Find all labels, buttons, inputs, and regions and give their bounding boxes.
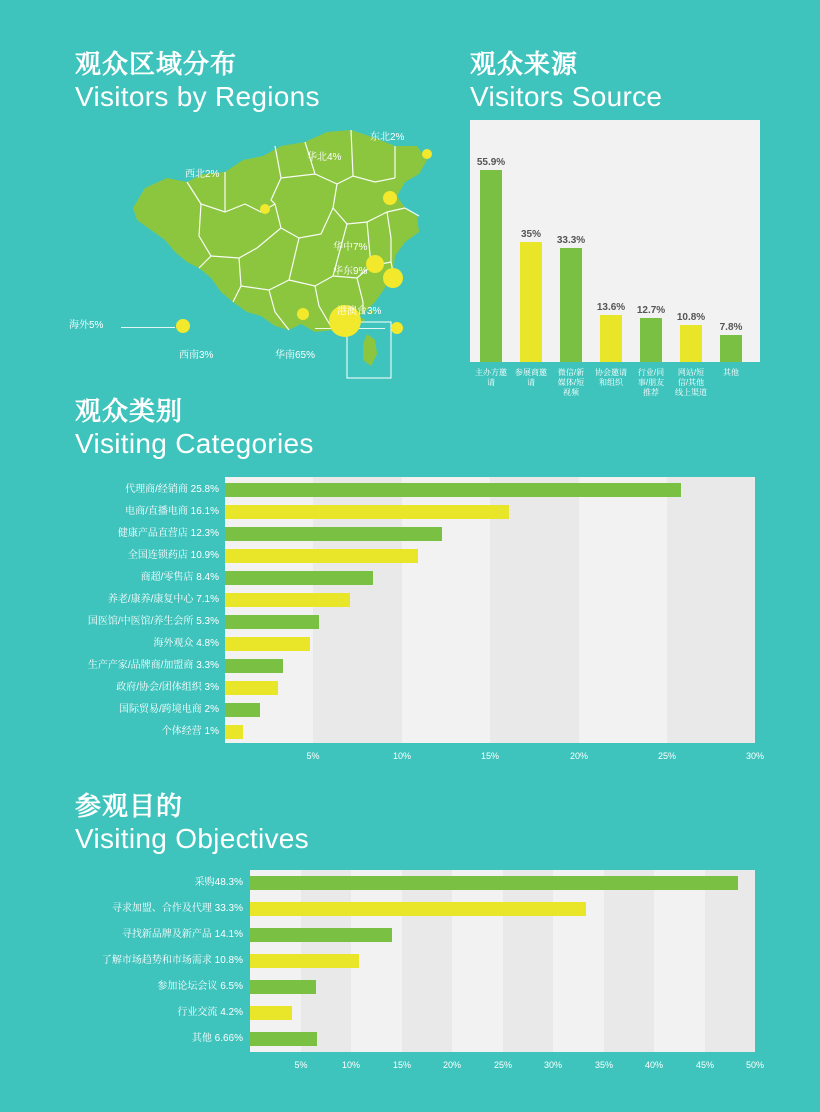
source-category-label: 行业/同事/朋友推荐 bbox=[637, 368, 665, 397]
category-bar bbox=[225, 681, 278, 695]
categories-xtick: 5% bbox=[306, 751, 320, 761]
category-label: 国际贸易/跨境电商 2% bbox=[118, 704, 219, 715]
region-dot-gangaotai bbox=[391, 322, 403, 334]
grid-band bbox=[503, 870, 553, 1052]
category-label: 个体经营 1% bbox=[161, 726, 219, 737]
source-bar-value: 35% bbox=[520, 229, 542, 240]
objectives-xtick: 45% bbox=[695, 1060, 715, 1070]
grid-band bbox=[604, 870, 654, 1052]
category-bar bbox=[225, 527, 442, 541]
objective-label: 其他 6.66% bbox=[191, 1033, 243, 1044]
grid-band bbox=[667, 477, 755, 743]
regions-title bbox=[75, 48, 320, 114]
category-bar bbox=[225, 483, 681, 497]
category-label: 电商/直播电商 16.1% bbox=[125, 506, 219, 517]
objectives-section bbox=[75, 790, 775, 1080]
objectives-xtick: 15% bbox=[392, 1060, 412, 1070]
region-label-haiwai: 海外5% bbox=[69, 320, 104, 331]
region-dot-xinan bbox=[297, 308, 309, 320]
objectives-xtick: 30% bbox=[543, 1060, 563, 1070]
grid-band bbox=[402, 870, 452, 1052]
region-label-gangaotai: 港澳台3% bbox=[337, 306, 382, 317]
objective-label: 寻找新品牌及新产品 14.1% bbox=[121, 929, 243, 940]
objectives-title-cn: 参观目的 bbox=[75, 791, 184, 821]
category-bar bbox=[225, 725, 243, 739]
region-label-huanan: 华南65% bbox=[275, 350, 316, 361]
source-bar-value: 12.7% bbox=[636, 305, 666, 316]
region-dot-huazhong bbox=[366, 255, 384, 273]
source-bar-value: 33.3% bbox=[556, 235, 586, 246]
category-bar bbox=[225, 593, 350, 607]
objective-label: 采购48.3% bbox=[194, 877, 243, 888]
grid-band bbox=[705, 870, 755, 1052]
category-label: 健康产品直营店 12.3% bbox=[117, 528, 219, 539]
categories-title-cn: 观众类别 bbox=[75, 396, 184, 426]
source-category-label: 主办方邀请 bbox=[475, 368, 507, 387]
category-bar bbox=[225, 659, 283, 673]
source-bar-value: 7.8% bbox=[719, 322, 743, 333]
objective-bar bbox=[250, 902, 586, 916]
objective-bar bbox=[250, 1006, 292, 1020]
source-category-label: 其他 bbox=[723, 368, 739, 377]
source-title-cn: 观众来源 bbox=[470, 49, 579, 79]
objectives-xtick: 10% bbox=[341, 1060, 361, 1070]
region-label-xibei: 西北2% bbox=[185, 169, 220, 180]
category-label: 生产产家/品牌商/加盟商 3.3% bbox=[87, 660, 219, 671]
region-label-xinan: 西南3% bbox=[179, 350, 214, 361]
source-category-label: 协会邀请和组织 bbox=[595, 368, 627, 387]
categories-section bbox=[75, 395, 775, 775]
region-label-huazhong: 华中7% bbox=[333, 242, 368, 253]
category-bar bbox=[225, 615, 319, 629]
regions-title-cn: 观众区域分布 bbox=[75, 49, 238, 79]
source-category-label: 微信/新媒体/短视频 bbox=[557, 368, 585, 397]
objective-label: 了解市场趋势和市场需求 10.8% bbox=[101, 955, 243, 966]
category-label: 国医馆/中医馆/养生会所 5.3% bbox=[87, 616, 219, 627]
objective-bar bbox=[250, 876, 738, 890]
objective-label: 行业交流 4.2% bbox=[177, 1007, 243, 1018]
objectives-title bbox=[75, 790, 309, 856]
objectives-chart-plot bbox=[250, 870, 755, 1052]
objective-bar bbox=[250, 954, 359, 968]
regions-title-en: Visitors by Regions bbox=[75, 81, 320, 112]
source-bar-value: 10.8% bbox=[676, 312, 706, 323]
categories-xtick: 15% bbox=[480, 751, 500, 761]
source-title bbox=[470, 48, 662, 114]
category-bar bbox=[225, 549, 418, 563]
leader-line bbox=[121, 327, 175, 328]
category-label: 养老/康养/康复中心 7.1% bbox=[107, 594, 219, 605]
source-bar-value: 55.9% bbox=[476, 157, 506, 168]
source-bar-value: 13.6% bbox=[596, 302, 626, 313]
region-dot-huadong bbox=[383, 268, 403, 288]
categories-xtick: 10% bbox=[392, 751, 412, 761]
source-section bbox=[470, 48, 760, 428]
source-title-en: Visitors Source bbox=[470, 81, 663, 112]
region-dot-dongbei bbox=[422, 149, 432, 159]
china-map-shape bbox=[75, 116, 455, 386]
objective-bar bbox=[250, 980, 316, 994]
categories-xtick: 30% bbox=[745, 751, 765, 761]
region-dot-huabei bbox=[383, 191, 397, 205]
category-bar bbox=[225, 637, 310, 651]
source-chart-plot bbox=[470, 120, 760, 362]
objective-label: 参加论坛会议 6.5% bbox=[157, 981, 243, 992]
categories-xtick: 20% bbox=[569, 751, 589, 761]
objectives-xtick: 20% bbox=[442, 1060, 462, 1070]
category-label: 海外观众 4.8% bbox=[153, 638, 219, 649]
category-bar bbox=[225, 571, 373, 585]
objectives-title-en: Visiting Objectives bbox=[75, 823, 309, 854]
category-bar bbox=[225, 703, 260, 717]
objective-bar bbox=[250, 928, 392, 942]
region-dot-xibei bbox=[260, 204, 270, 214]
categories-title bbox=[75, 395, 314, 461]
region-label-dongbei: 东北2% bbox=[370, 132, 405, 143]
categories-title-en: Visiting Categories bbox=[75, 428, 314, 459]
category-label: 商超/零售店 8.4% bbox=[140, 572, 219, 583]
category-label: 政府/协会/团体组织 3% bbox=[116, 682, 219, 693]
categories-xtick: 25% bbox=[657, 751, 677, 761]
region-label-huadong: 华东9% bbox=[333, 266, 368, 277]
objective-label: 寻求加盟、合作及代理 33.3% bbox=[111, 903, 243, 914]
category-label: 全国连锁药店 10.9% bbox=[127, 550, 219, 561]
objectives-xtick: 5% bbox=[294, 1060, 308, 1070]
region-label-huabei: 华北4% bbox=[307, 152, 342, 163]
objectives-xtick: 40% bbox=[644, 1060, 664, 1070]
objectives-xtick: 50% bbox=[745, 1060, 765, 1070]
category-label: 代理商/经销商 25.8% bbox=[125, 484, 219, 495]
category-bar bbox=[225, 505, 509, 519]
regions-section bbox=[69, 48, 455, 378]
objectives-xtick: 25% bbox=[493, 1060, 513, 1070]
source-category-label: 参展商邀请 bbox=[515, 368, 547, 387]
objectives-xtick: 35% bbox=[594, 1060, 614, 1070]
source-category-label: 网站/短信/其他线上渠道 bbox=[675, 368, 707, 397]
categories-chart-plot bbox=[225, 477, 755, 743]
china-map bbox=[69, 116, 455, 386]
region-dot-haiwai bbox=[176, 319, 190, 333]
objective-bar bbox=[250, 1032, 317, 1046]
